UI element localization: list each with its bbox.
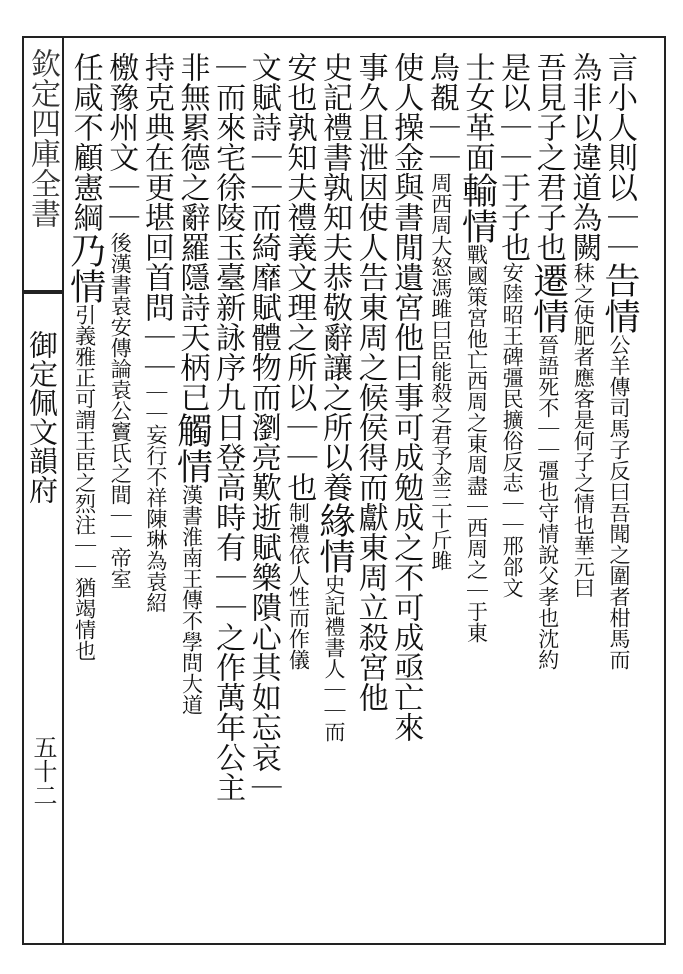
- headword: 輸情: [456, 172, 498, 244]
- main-text: ｜而來宅徐陵玉臺新詠序九日登高時有｜｜之作萬年公主: [210, 52, 246, 802]
- headword: 告情: [599, 262, 640, 334]
- annotation-text: 制禮依人性而作儀: [286, 502, 311, 670]
- margin-rule-left: [62, 36, 64, 943]
- headword: 遷情: [527, 262, 569, 334]
- annotation-text: 引義雅正可謂王臣之烈注｜｜猶竭情也: [72, 304, 97, 661]
- annotation-text: 晉語死不｜｜彊也守情說父孝也沈約: [535, 334, 560, 670]
- annotation-text: 漢書淮南王傳不學問大道: [179, 484, 204, 715]
- margin-rule-right: [22, 36, 24, 943]
- text-column: [352, 52, 389, 932]
- text-column: [314, 52, 355, 932]
- text-column: [138, 52, 175, 932]
- annotation-text: 史記禮書人｜｜而: [322, 574, 346, 742]
- main-text: 安也孰知夫禮義文理之所以｜｜也: [281, 52, 317, 502]
- headword: 觸情: [171, 412, 213, 484]
- main-text: 言小人則以: [602, 52, 637, 202]
- main-text: ｜｜: [602, 202, 637, 262]
- text-column: [456, 52, 498, 932]
- annotation-text: 後漢書袁安傳論袁公竇氏之間｜｜帝室: [108, 232, 133, 589]
- main-text: 是以｜｜于子也: [495, 52, 531, 262]
- main-text: 使人操金與書閒遺宮他曰事可成勉成之不可成亟亡來: [388, 52, 424, 742]
- text-column: [495, 52, 532, 932]
- text-column: [64, 52, 106, 932]
- text-column: [245, 52, 282, 932]
- text-column: [210, 52, 247, 932]
- fishtail-mark: [24, 290, 62, 294]
- main-text: 鳥覩｜｜: [423, 52, 459, 172]
- text-column: [423, 52, 460, 932]
- annotation-text: 公羊傳司馬子反曰吾聞之圍者柑馬而: [607, 334, 631, 670]
- section-title: 御定佩文韻府: [25, 330, 59, 504]
- main-text: 史記禮書孰知夫恭敬辭讓之所以養: [317, 52, 352, 502]
- text-column: [171, 52, 213, 932]
- text-column: [281, 52, 318, 932]
- main-text: 事久且泄因使人告東周之候侯得而獻東周立殺宮他: [352, 52, 388, 712]
- text-column: [599, 52, 640, 932]
- main-text: 文賦詩｜｜而綺靡賦體物而瀏亮歎逝賦樂隤心其如忘哀｜: [245, 52, 281, 802]
- main-text: 非無累德之辭羅隱詩天柄已: [174, 52, 210, 412]
- book-title: 欽定四庫全書: [25, 48, 60, 228]
- text-column: [103, 52, 140, 932]
- main-text: 檄豫州文｜｜: [103, 52, 139, 232]
- main-text: 為非以違道為闕: [566, 52, 602, 262]
- headword: 緣情: [314, 502, 355, 574]
- main-text: 士女革面: [459, 52, 495, 172]
- main-text: 持克典在更堪回首問｜｜: [138, 52, 174, 382]
- annotation-text: ｜｜妄行不祥陳琳為袁紹: [143, 382, 168, 613]
- annotation-text: 戰國策宮他亡西周之東周盡｜西周之｜于東: [464, 244, 489, 643]
- page-number: 五十二: [29, 735, 57, 807]
- main-text: 任咸不顧憲綱: [67, 52, 103, 232]
- annotation-text: 周西周大怒馮雎曰臣能殺之君予金三十斤雎: [428, 172, 453, 571]
- text-column: [566, 52, 603, 932]
- text-column: [527, 52, 569, 932]
- headword: 乃情: [64, 232, 106, 304]
- text-column: [388, 52, 425, 932]
- annotation-text: 安陸昭王碑彊民擴俗反志｜｜邢郃文: [500, 262, 525, 598]
- main-text: 吾見子之君子也: [530, 52, 566, 262]
- annotation-text: 秣之使肥者應客是何子之情也華元曰: [571, 262, 596, 598]
